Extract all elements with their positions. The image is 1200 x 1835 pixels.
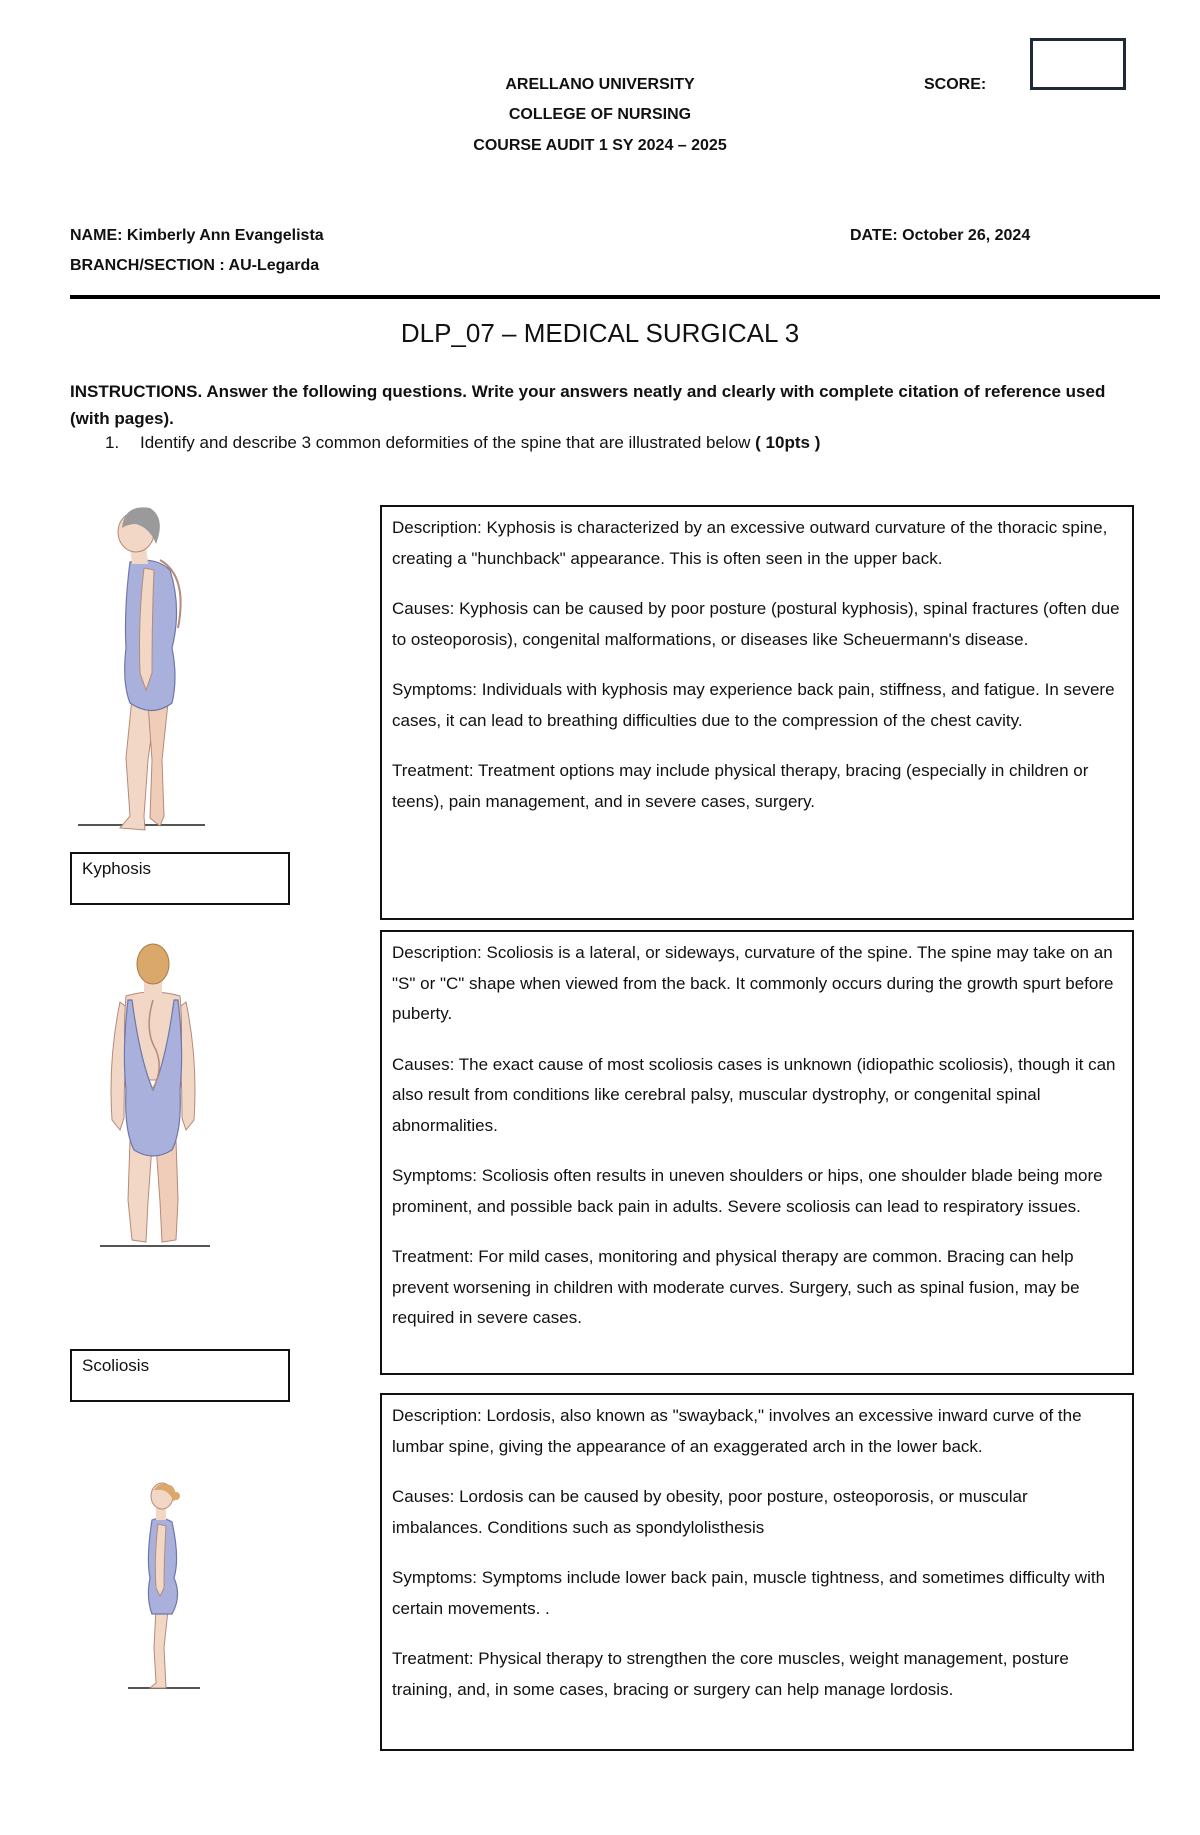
kyphosis-answer-box [380,505,1134,920]
lordosis-symptoms: Symptoms: Symptoms include lower back pain, muscle tightness, and sometimes difficulty with certain movements. . [392,1568,1106,1618]
university-name: ARELLANO UNIVERSITY [505,76,695,93]
question-points: ( 10pts ) [755,433,821,452]
date: DATE: October 26, 2024 [850,227,1031,244]
header-divider [70,295,1160,299]
kyphosis-causes: Causes: Kyphosis can be caused by poor posture (postural kyphosis), spinal fractures (often due to osteoporosis), congenital malformations, or diseases like Scheuermann's disease. [392,599,1120,649]
student-name: NAME: Kimberly Ann Evangelista [70,227,324,244]
lordosis-causes: Causes: Lordosis can be caused by obesity, poor posture, osteoporosis, or muscular imbalances. Conditions such as spondylolisthesis [392,1487,1028,1537]
lordosis-answer-box [380,1393,1134,1751]
scoliosis-label-box[interactable]: Scoliosis [70,1349,290,1402]
scoliosis-treatment: Treatment: For mild cases, monitoring and physical therapy are common. Bracing can help prevent worsening in children with moderate curves. Surgery, such as spinal fusion, may be required in severe cases. [392,1247,1080,1327]
kyphosis-label-box[interactable]: Kyphosis [70,852,290,905]
score-label: SCORE: [924,76,987,93]
question-text: Identify and describe 3 common deformities of the spine that are illustrated below [140,433,756,452]
college-name: COLLEGE OF NURSING [508,106,692,123]
question-number: 1. [105,433,120,452]
lordosis-description: Description: Lordosis, also known as "swayback," involves an excessive inward curve of the lumbar spine, giving the appearance of an exaggerated arch in the lower back. [392,1406,1082,1456]
course-title: COURSE AUDIT 1 SY 2024 – 2025 [473,137,727,154]
instructions: INSTRUCTIONS. Answer the following questions. Write your answers neatly and clearly with complete citation of reference used (with pages). [70,382,1106,428]
branch-section: BRANCH/SECTION : AU-Legarda [70,257,320,274]
kyphosis-symptoms: Symptoms: Individuals with kyphosis may experience back pain, stiffness, and fatigue. In severe cases, it can lead to breathing difficulties due to the compression of the chest cavity. [392,680,1115,730]
scoliosis-causes: Causes: The exact cause of most scoliosis cases is unknown (idiopathic scoliosis), though it can also result from conditions like cerebral palsy, muscular dystrophy, or congenital spinal abnormalities. [392,1054,1116,1135]
lordosis-figure-illustration [60,1478,220,1698]
page-title: DLP_07 – MEDICAL SURGICAL 3 [400,318,800,348]
scoliosis-description: Description: Scoliosis is a lateral, or sideways, curvature of the spine. The spine may take on an "S" or "C" shape when viewed from the back. It commonly occurs during the growth spurt before puberty. [392,943,1114,1023]
kyphosis-description: Description: Kyphosis is characterized by an excessive outward curvature of the thoracic spine, creating a "hunchback" appearance. This is often seen in the upper back. [392,518,1108,568]
scoliosis-figure-illustration [60,940,240,1260]
scoliosis-symptoms: Symptoms: Scoliosis often results in uneven shoulders or hips, one shoulder blade being more prominent, and possible back pain in adults. Severe scoliosis can lead to respiratory issues. [392,1166,1103,1216]
kyphosis-treatment: Treatment: Treatment options may include physical therapy, bracing (especially in children or teens), pain management, and in severe cases, surgery. [392,761,1089,811]
kyphosis-figure-illustration [60,498,220,843]
score-field[interactable] [1030,38,1126,90]
lordosis-treatment: Treatment: Physical therapy to strengthen the core muscles, weight management, posture training, and, in some cases, bracing or surgery can help manage lordosis. [392,1649,1069,1699]
question-1 [105,433,820,453]
scoliosis-answer-box [380,930,1134,1375]
